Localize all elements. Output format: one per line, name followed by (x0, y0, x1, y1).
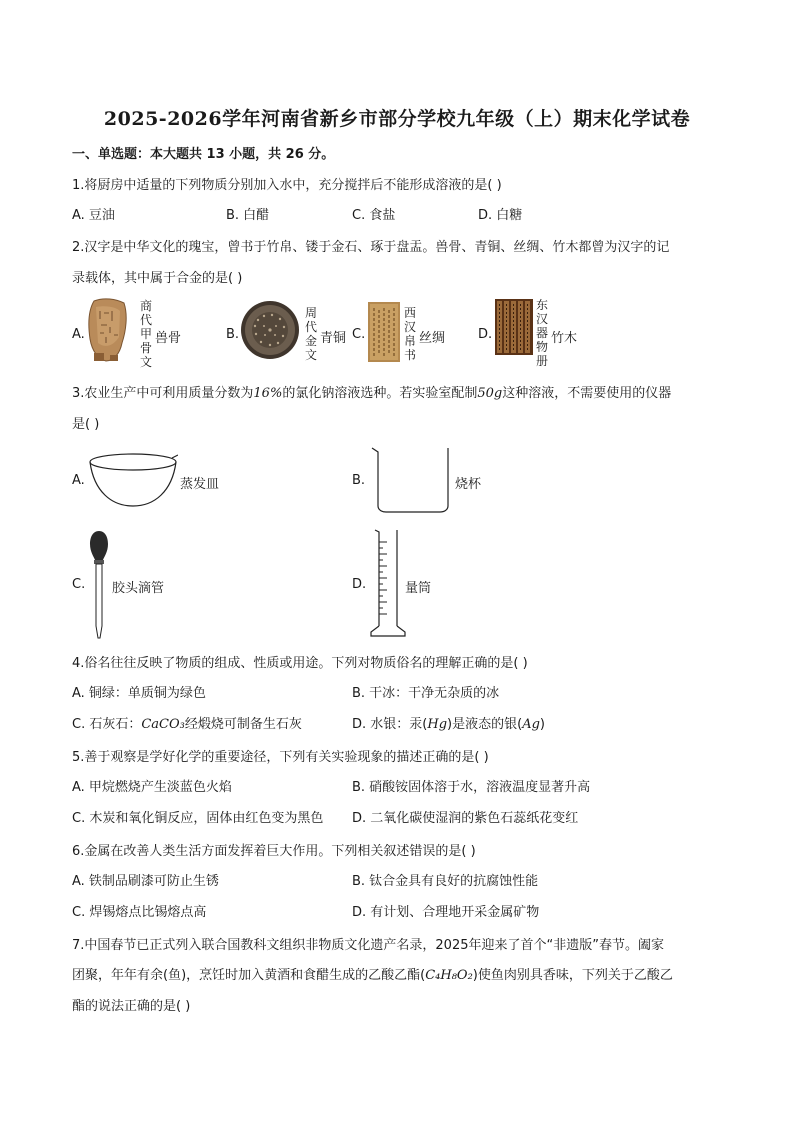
q7-formula: C₄H₈O₂ (425, 968, 473, 983)
q6-option-b: B. 钛合金具有良好的抗腐蚀性能 (352, 874, 539, 889)
q3-option-b-label: B. (352, 473, 366, 488)
q4-option-d-mid: )是液态的银( (447, 717, 523, 732)
q3-stem-part2: 的氯化钠溶液选种。若实验室配制 (282, 386, 478, 401)
q3-option-d-name: 量筒 (405, 581, 432, 596)
q5-option-d: D. 二氧化碳使湿润的紫色石蕊纸花变红 (352, 811, 579, 826)
q3-mass: 50g (477, 386, 503, 401)
q4-option-c-prefix: C. 石灰石： (72, 717, 142, 732)
q7-stem-line1: 7.中国春节已正式列入联合国教科文组织非物质文化遗产名录，2025年迎来了首个“非遗版”春节。阖家 (72, 938, 664, 953)
q1-option-a: A. 豆油 (72, 208, 115, 223)
q1-stem: 1.将厨房中适量的下列物质分别加入水中，充分搅拌后不能形成溶液的是( ) (72, 178, 502, 193)
q7-stem-line3: 酯的说法正确的是( ) (72, 999, 191, 1014)
bamboo-slips-image (495, 299, 533, 355)
beaker-image (370, 446, 452, 514)
q2-stem-line2: 录载体，其中属于合金的是( ) (72, 271, 243, 286)
q2-option-c-label: C. (352, 327, 366, 342)
q4-option-a: A. 铜绿：单质铜为绿色 (72, 686, 206, 701)
silk-manuscript-image (368, 302, 400, 362)
q2-stem-line1: 2.汉字是中华文化的瑰宝，曾书于竹帛、镂于金石、琢于盘盂。兽骨、青铜、丝绸、竹木都曾为汉字的记 (72, 240, 670, 255)
q1-option-b: B. 白醋 (226, 208, 270, 223)
q4-option-d-prefix: D. 水银：汞( (352, 717, 428, 732)
q4-option-c-formula: CaCO₃ (141, 717, 185, 732)
q1-option-c: C. 食盐 (352, 208, 396, 223)
q3-stem-line1 (72, 385, 671, 403)
q3-percent: 16% (253, 386, 283, 401)
q3-option-a-name: 蒸发皿 (180, 477, 220, 492)
q2-option-b-label: B. (226, 327, 240, 342)
q3-stem-part3: 这种溶液，不需要使用的仪器 (502, 386, 672, 401)
q3-option-d-label: D. (352, 577, 367, 592)
q4-option-d-ag: Ag (522, 717, 540, 732)
q4-option-d-hg: Hg (427, 717, 448, 732)
page-title: 2025-2026学年河南省新乡市部分学校九年级（上）期末化学试卷 (103, 108, 691, 130)
q2-option-c-caption: 西汉帛书 (403, 306, 416, 362)
q1-option-d: D. 白糖 (478, 208, 523, 223)
q2-option-b-caption: 周代金文 (304, 306, 317, 362)
q7-stem-line2 (72, 967, 673, 985)
dropper-image (88, 530, 110, 640)
q3-option-a-label: A. (72, 473, 85, 488)
q3-stem-part1: 3.农业生产中可利用质量分数为 (72, 386, 254, 401)
q4-option-c (72, 716, 302, 734)
q5-option-b: B. 硝酸铵固体溶于水，溶液温度显著升高 (352, 780, 591, 795)
q2-option-d-name: 竹木 (551, 331, 578, 346)
q2-option-c-name: 丝绸 (419, 331, 446, 346)
q4-option-d-suffix: ) (539, 717, 545, 732)
q5-option-a: A. 甲烷燃烧产生淡蓝色火焰 (72, 780, 232, 795)
q6-option-a: A. 铁制品刷漆可防止生锈 (72, 874, 219, 889)
q2-option-b-name: 青铜 (320, 331, 347, 346)
q6-stem: 6.金属在改善人类生活方面发挥着巨大作用。下列相关叙述错误的是( ) (72, 844, 476, 859)
q2-option-d-label: D. (478, 327, 493, 342)
q5-stem: 5.善于观察是学好化学的重要途径，下列有关实验现象的描述正确的是( ) (72, 750, 489, 765)
q2-option-d-caption: 东汉器物册 (535, 298, 548, 368)
q7-stem-line2-suffix: )使鱼肉别具香味，下列关于乙酸乙 (472, 968, 673, 983)
q4-option-c-suffix: 经煅烧可制备生石灰 (184, 717, 302, 732)
q4-option-d (352, 716, 545, 734)
q4-stem: 4.俗名往往反映了物质的组成、性质或用途。下列对物质俗名的理解正确的是( ) (72, 656, 528, 671)
q3-option-c-label: C. (72, 577, 86, 592)
oracle-bone-image (86, 297, 130, 363)
q3-option-c-name: 胶头滴管 (112, 581, 165, 596)
q2-option-a-name: 兽骨 (155, 331, 182, 346)
q4-option-b: B. 干冰：干净无杂质的冰 (352, 686, 500, 701)
q6-option-d: D. 有计划、合理地开采金属矿物 (352, 905, 540, 920)
q7-stem-line2-prefix: 团聚，年年有余(鱼)，烹饪时加入黄酒和食醋生成的乙酸乙酯( (72, 968, 426, 983)
bronze-vessel-image (240, 300, 300, 360)
section-heading: 一、单选题：本大题共 13 小题，共 26 分。 (72, 147, 335, 162)
graduated-cylinder-image (368, 528, 408, 638)
q3-option-b-name: 烧杯 (455, 477, 482, 492)
q6-option-c: C. 焊锡熔点比锡熔点高 (72, 905, 207, 920)
q3-stem-line2: 是( ) (72, 417, 100, 432)
q5-option-c: C. 木炭和氧化铜反应，固体由红色变为黑色 (72, 811, 324, 826)
evaporating-dish-image (88, 452, 178, 508)
q2-option-a-caption: 商代甲骨文 (139, 299, 152, 369)
q2-option-a-label: A. (72, 327, 85, 342)
